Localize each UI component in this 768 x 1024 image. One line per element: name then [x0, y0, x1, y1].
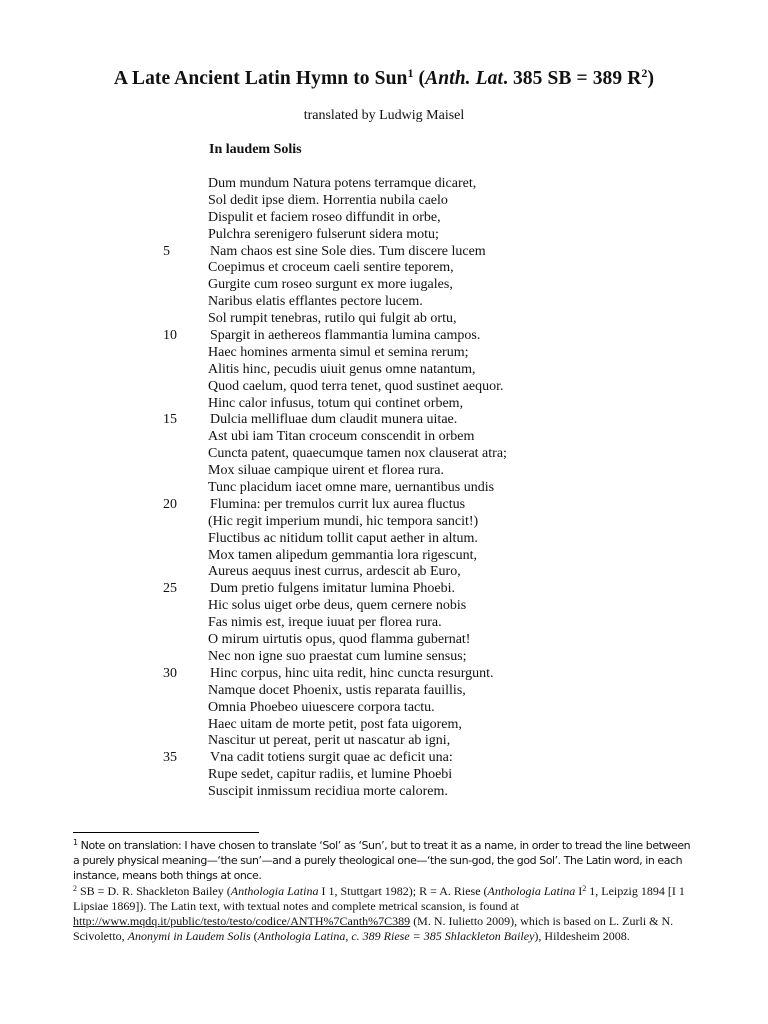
footnote-1-text: Note on translation: I have chosen to translate ‘Sol’ as ‘Sun’, but to treat it as a name, in order to tread the line between a purely physical meaning—‘the sun’—and a purely theological one—‘the sun-god, the god Sol’. The Latin word, in each instance, means both things at once. — [73, 839, 691, 883]
poem-line — [0, 345, 768, 362]
footnote-2-superscript: 2 — [582, 883, 587, 893]
poem-line — [0, 497, 768, 514]
title-footnote-marker-2[interactable]: 2 — [641, 66, 648, 80]
poem-line — [0, 733, 768, 750]
footnote-2-text: ( — [250, 929, 258, 944]
poem-line-text: (Hic regit imperium mundi, hic tempora sancit!) — [208, 513, 479, 529]
poem-line-text: Fluctibus ac nitidum tollit caput aether in altum. — [208, 530, 478, 546]
poem-line — [0, 531, 768, 548]
footnote-2-text: I 1, Stuttgart 1982); R = A. Riese ( — [318, 883, 488, 898]
line-number: 30 — [163, 665, 177, 681]
poem-line — [0, 328, 768, 345]
title-ref: . 385 SB = 389 R — [503, 68, 642, 89]
poem-line — [0, 311, 768, 328]
poem-heading: In laudem Solis — [209, 142, 302, 157]
line-number: 35 — [163, 750, 177, 766]
poem-line-text: Haec homines armenta simul et semina rerum; — [208, 344, 469, 360]
footnote-2-url-link[interactable]: http://www.mqdq.it/public/testo/testo/codice/ANTH%7Canth%7C389 — [73, 914, 411, 929]
poem-line-text: Nam chaos est sine Sole dies. Tum discere lucem — [210, 243, 486, 259]
poem-line — [0, 548, 768, 565]
poem-line — [0, 412, 768, 429]
poem-line-text: Fas nimis est, ireque iuuat per florea rura. — [208, 615, 442, 631]
poem-line-text: Dispulit et faciem roseo diffundit in orbe, — [208, 209, 441, 225]
footnote-2-text: , — [345, 929, 352, 944]
footnote-1-marker: 1 — [73, 838, 78, 847]
poem-line-text: Pulchra serenigero fulserunt sidera motu; — [208, 226, 439, 242]
footnote-2-marker: 2 — [73, 883, 77, 893]
poem-line-text: Spargit in aethereos flammantia lumina campos. — [210, 328, 481, 344]
footnote-2-text: 1, Leipzig 1894 [I 1 Lipsiae 1869]). The Latin text, with textual notes and complete metrical scansion, is found at — [73, 883, 685, 913]
poem-line-text: Namque docet Phoenix, ustis reparata fauillis, — [208, 682, 466, 698]
poem-line-text: Suscipit inmissum recidiua morte calorem. — [208, 784, 448, 800]
poem-line-text: Nec non igne suo praestat cum lumine sensus; — [208, 648, 467, 664]
line-number: 15 — [163, 412, 177, 428]
line-number: 5 — [163, 243, 170, 259]
poem-line-text: Hinc corpus, hinc uita redit, hinc cuncta resurgunt. — [210, 665, 494, 681]
poem-line — [0, 564, 768, 581]
poem-line-text: Coepimus et croceum caeli sentire teporem, — [208, 260, 454, 276]
poem-line — [0, 784, 768, 801]
document-title — [0, 68, 768, 90]
footnote-2-text: ), Hildesheim 2008. — [534, 929, 630, 944]
poem-line — [0, 700, 768, 717]
poem-line — [0, 260, 768, 277]
poem-line-text: Alitis hinc, pecudis uiuit genus omne natantum, — [208, 361, 476, 377]
footnote-2-italic: Anonymi in Laudem Solis — [127, 929, 251, 944]
poem-line — [0, 598, 768, 615]
poem-line — [0, 514, 768, 531]
poem-line-text: Haec uitam de morte petit, post fata uigorem, — [208, 716, 462, 732]
footnote-2-text: (M. N. Iulietto 2009), which is based on L. Zurli & N. Scivoletto, — [73, 914, 674, 944]
footnotes — [73, 838, 698, 944]
poem-line-text: Dum pretio fulgens imitatur lumina Phoebi. — [210, 581, 455, 597]
poem-line-text: O mirum uirtutis opus, quod flamma gubernat! — [208, 632, 471, 648]
poem-line — [0, 176, 768, 193]
poem-line — [0, 193, 768, 210]
footnote-separator — [73, 832, 259, 833]
poem-line-text: Hinc calor infusus, totum qui continet orbem, — [208, 395, 464, 411]
translator-line: translated by Ludwig Maisel — [303, 108, 465, 123]
poem-line-text: Omnia Phoebeo uiuescere corpora tactu. — [208, 699, 435, 715]
title-work: Anth. Lat — [425, 68, 503, 89]
poem-line — [0, 632, 768, 649]
poem-line — [0, 210, 768, 227]
poem-line — [0, 683, 768, 700]
poem-line — [0, 767, 768, 784]
footnote-2-text: SB = D. R. Shackleton Bailey ( — [77, 883, 231, 898]
poem-line — [0, 581, 768, 598]
poem-line-text: Nascitur ut pereat, perit ut nascatur ab igni, — [208, 733, 451, 749]
poem-line — [0, 615, 768, 632]
poem-line-text: Vna cadit totiens surgit quae ac deficit una: — [210, 750, 453, 766]
footnote-1 — [73, 838, 698, 884]
title-paren-close: ) — [647, 68, 655, 89]
poem-line-text: Quod caelum, quod terra tenet, quod sustinet aequor. — [208, 378, 504, 394]
line-number: 10 — [163, 328, 177, 344]
poem-line-text: Hic solus uiget orbe deus, quem cernere nobis — [208, 598, 467, 614]
poem-line-text: Gurgite cum roseo surgunt ex more iugales, — [208, 277, 453, 293]
footnote-2-italic: Anthologia Latina — [487, 883, 576, 898]
poem-line-text: Mox siluae campique uirent et florea rura. — [208, 463, 444, 479]
poem-line — [0, 717, 768, 734]
poem-line-text: Sol rumpit tenebras, rutilo qui fulgit ab ortu, — [208, 311, 457, 327]
poem-line-text: Naribus elatis efflantes pectore lucem. — [208, 294, 423, 310]
title-paren-open: ( — [413, 68, 426, 89]
footnote-2-italic: Anthologia Latina — [257, 929, 346, 944]
poem-line-text: Sol dedit ipse diem. Horrentia nubila caelo — [208, 192, 448, 208]
poem-line-text: Tunc placidum iacet omne mare, uernantibus undis — [208, 480, 495, 496]
poem-line — [0, 396, 768, 413]
footnote-2 — [73, 884, 698, 945]
poem-line — [0, 244, 768, 261]
poem-line-text: Cuncta patent, quaecumque tamen nox clauserat atra; — [208, 446, 507, 462]
poem-text — [0, 176, 768, 801]
poem-line — [0, 294, 768, 311]
poem-line-text: Rupe sedet, capitur radiis, et lumine Phoebi — [208, 767, 453, 783]
poem-line — [0, 362, 768, 379]
line-number: 25 — [163, 581, 177, 597]
poem-line — [0, 649, 768, 666]
title-main: A Late Ancient Latin Hymn to Sun — [113, 68, 408, 89]
line-number: 20 — [163, 496, 177, 512]
poem-line — [0, 429, 768, 446]
footnote-2-italic: Anthologia Latina — [230, 883, 319, 898]
poem-line-text: Flumina: per tremulos currit lux aurea fluctus — [210, 496, 466, 512]
poem-line-text: Ast ubi iam Titan croceum conscendit in orbem — [208, 429, 475, 445]
poem-line — [0, 666, 768, 683]
poem-line — [0, 379, 768, 396]
poem-line-text: Aureus aequus inest currus, ardescit ab Euro, — [208, 564, 461, 580]
poem-line — [0, 480, 768, 497]
poem-line-text: Mox tamen alipedum gemmantia lora rigescunt, — [208, 547, 478, 563]
footnote-2-text: I — [575, 883, 583, 898]
poem-line-text: Dulcia mellifluae dum claudit munera uitae. — [210, 412, 458, 428]
poem-line — [0, 227, 768, 244]
footnote-2-italic: c. 389 Riese = 385 Shlackleton Bailey — [351, 929, 535, 944]
poem-line — [0, 750, 768, 767]
title-footnote-marker-1[interactable]: 1 — [407, 66, 414, 80]
poem-line — [0, 446, 768, 463]
poem-line-text: Dum mundum Natura potens terramque dicaret, — [208, 176, 477, 191]
poem-line — [0, 463, 768, 480]
poem-line — [0, 277, 768, 294]
